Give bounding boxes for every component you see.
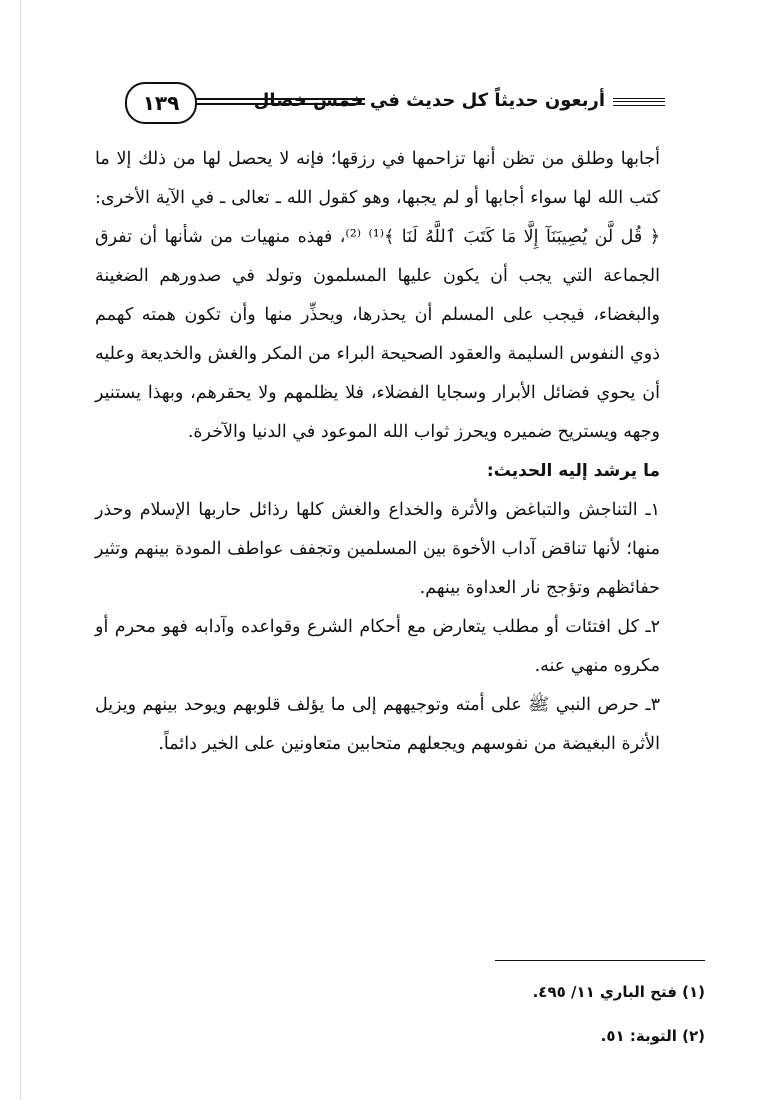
footnotes	[305, 970, 705, 1058]
footnote-1: (١) فتح الباري ١١/ ٤٩٥.	[532, 983, 705, 1001]
main-text	[95, 140, 660, 764]
running-header	[95, 80, 665, 126]
header-title: أربعون حديثاً كل حديث في خمس خصال	[253, 90, 605, 111]
header-rule-left	[195, 98, 365, 105]
list-item: ١ـ التناجش والتباغض والأثرة والخداع والغش كلها رذائل حاربها الإسلام وحذر منها؛ لأنها تناقض آداب الأخوة بين المسلمين وتجفف عواطف المودة بينهم وتثير حفائظهم وتؤجج نار العداوة بينهم.	[95, 500, 660, 598]
list-item: ٢ـ كل افتئات أو مطلب يتعارض مع أحكام الشرع وقواعده وآدابه فهو محرم أو مكروه منهي عنه.	[95, 617, 660, 676]
footnote-divider	[495, 960, 705, 961]
page-number: ١٣٩	[125, 82, 197, 124]
body-paragraph: أجابها وطلق من تظن أنها تزاحمها في رزقها؛ فإنه لا يحصل لها من ذلك إلا ما كتب الله لها سواء أجابها أو لم يجبها، وهو كقول الله ـ تعالى ـ في الآية الأخرى: ﴿ قُل لَّن يُصِيبَنَآ إِلَّا مَا كَتَبَ ٱللَّهُ لَنَا ﴾⁽¹⁾ ⁽²⁾، فهذه منهيات من شأنها أن تفرق الجماعة التي يجب أن يكون عليها المسلمون وتولد في صدورهم الضغينة والبغضاء، فيجب على المسلم أن يحذرها، ويحذِّر منها وأن تكون همته كهمم ذوي النفوس السليمة والعقود الصحيحة البراء من المكر والغش والخديعة وعليه أن يحوي فضائل الأبرار وسجايا الفضلاء، فلا يظلمهم ولا يحقرهم، وبهذا يستنير وجهه ويستريح ضميره ويحرز ثواب الله الموعود في الدنيا والآخرة.	[95, 149, 660, 442]
page-edge	[0, 0, 21, 1100]
header-rule-right	[613, 98, 665, 106]
list-item: ٣ـ حرص النبي ﷺ على أمته وتوجيههم إلى ما يؤلف قلوبهم ويوحد بينهم ويزيل الأثرة البغيضة من نفوسهم ويجعلهم متحابين متعاونين على الخير دائماً.	[95, 695, 660, 754]
footnote-2: (٢) التوبة: ٥١.	[600, 1027, 705, 1045]
section-heading: ما يرشد إليه الحديث:	[486, 461, 660, 481]
